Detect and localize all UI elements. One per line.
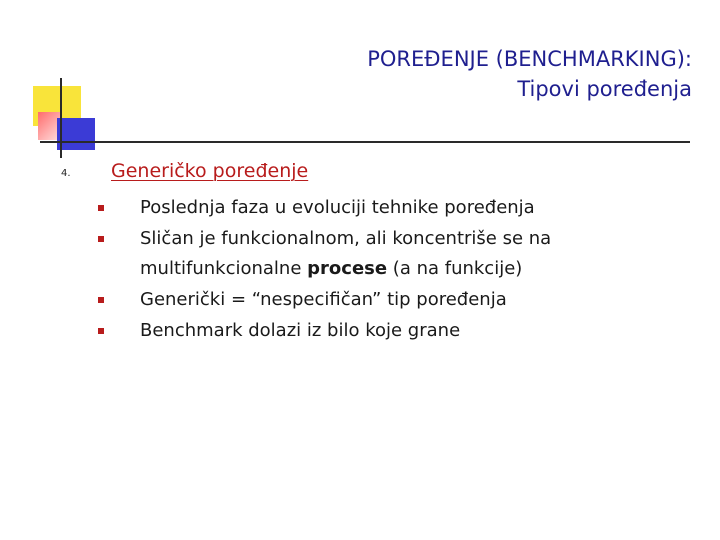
square-bullet-icon — [98, 297, 104, 303]
item-number: 4. — [61, 168, 71, 179]
bullet-text-bold-segment: procese — [307, 258, 388, 279]
bullet-list — [98, 192, 678, 346]
bullet-item — [98, 284, 678, 315]
bullet-item — [98, 192, 678, 223]
bullet-item — [98, 315, 678, 346]
slide-title — [367, 44, 692, 104]
bullet-text-segment: multifunkcionalne — [140, 258, 308, 279]
bullet-text-line-1: Sličan je funkcionalnom, ali koncentriše se na — [140, 228, 552, 249]
section-heading: Generičko poređenje — [111, 160, 309, 182]
title-line-1: POREĐENJE (BENCHMARKING): — [367, 47, 692, 71]
bullet-item — [98, 223, 678, 284]
square-bullet-icon — [98, 205, 104, 211]
square-bullet-icon — [98, 328, 104, 334]
logo-blue-square — [57, 118, 95, 150]
bullet-text: Benchmark dolazi iz bilo koje grane — [140, 320, 461, 341]
bullet-text: Generički = “nespecifičan” tip poređenja — [140, 289, 507, 310]
logo-vertical-line — [60, 78, 62, 158]
title-divider-line — [40, 141, 690, 143]
bullet-text-segment: (a na funkcije) — [387, 258, 523, 279]
square-bullet-icon — [98, 236, 104, 242]
bullet-text-line-2 — [140, 254, 678, 284]
title-line-2: Tipovi poređenja — [517, 77, 692, 101]
bullet-text: Poslednja faza u evoluciji tehnike poređenja — [140, 197, 535, 218]
